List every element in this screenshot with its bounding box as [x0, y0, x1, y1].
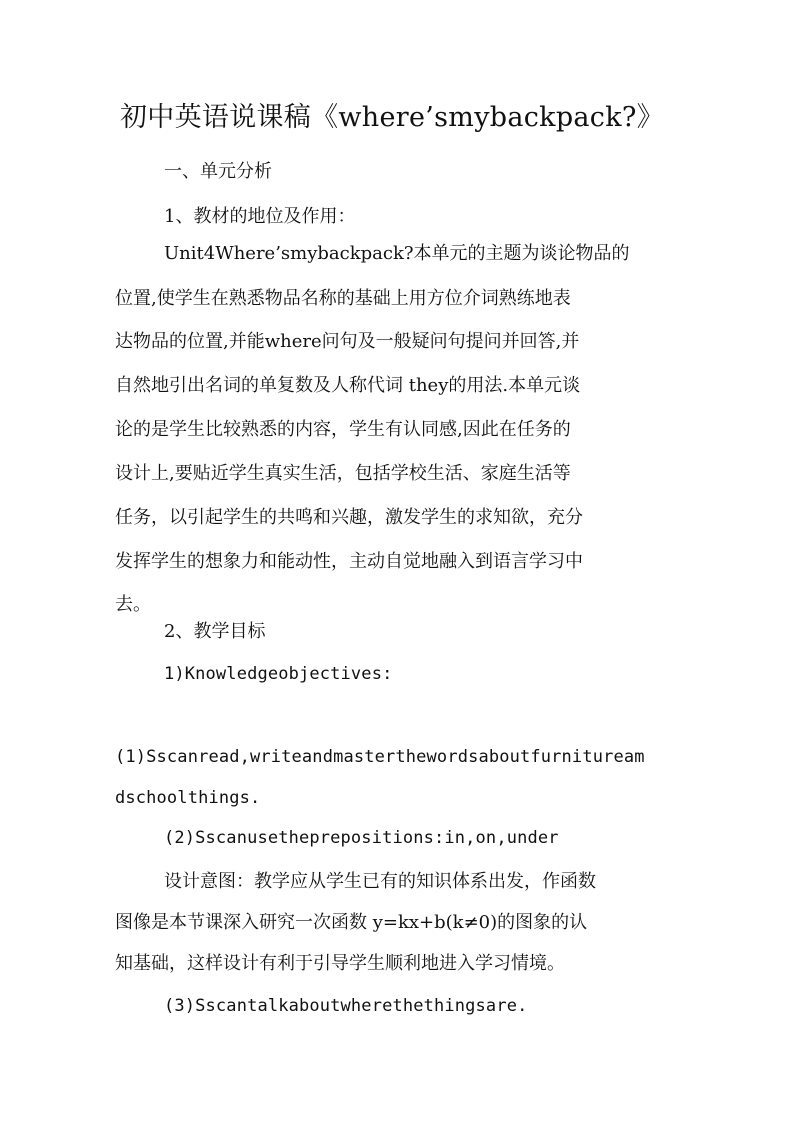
objective-item: (2)Sscanusetheprepositions:in,on,under [164, 828, 559, 848]
section-heading: 一、单元分析 [164, 161, 272, 182]
design-intent-line: 知基础，这样设计有利于引导学生顺利地进入学习情境。 [115, 953, 565, 974]
objective-item-continuation: dschoolthings. [115, 788, 261, 808]
objective-item: (1)Sscanread,writeandmasterthewordsaboutfurnituream [115, 747, 645, 767]
paragraph-line: Unit4Where’smybackpack?本单元的主题为谈论物品的 [164, 243, 630, 264]
paragraph-line: 去。 [115, 594, 151, 615]
paragraph-line: 任务，以引起学生的共鸣和兴趣，激发学生的求知欲，充分 [115, 507, 583, 528]
paragraph-line: 发挥学生的想象力和能动性，主动自觉地融入到语言学习中 [115, 551, 583, 572]
paragraph-line: 设计上,要贴近学生真实生活，包括学校生活、家庭生活等 [115, 463, 571, 484]
paragraph-line: 自然地引出名词的单复数及人称代词 they的用法.本单元谈 [115, 375, 581, 396]
document-title: 初中英语说课稿《where’smybackpack?》 [120, 102, 664, 133]
objective-item: (3)Sscantalkaboutwherethethingsare. [164, 996, 528, 1016]
paragraph-line: 论的是学生比较熟悉的内容，学生有认同感,因此在任务的 [115, 419, 571, 440]
design-intent-line: 图像是本节课深入研究一次函数 y=kx+b(k≠0)的图象的认 [115, 912, 588, 933]
subsection-heading: 2、教学目标 [164, 621, 266, 642]
paragraph-line: 位置,使学生在熟悉物品名称的基础上用方位介词熟练地表 [115, 288, 571, 309]
design-intent-line: 设计意图：教学应从学生已有的知识体系出发，作函数 [164, 871, 596, 892]
objective-heading: 1)Knowledgeobjectives: [164, 664, 393, 684]
paragraph-line: 达物品的位置,并能where问句及一般疑问句提问并回答,并 [115, 331, 580, 352]
subsection-heading: 1、教材的地位及作用： [164, 206, 356, 227]
